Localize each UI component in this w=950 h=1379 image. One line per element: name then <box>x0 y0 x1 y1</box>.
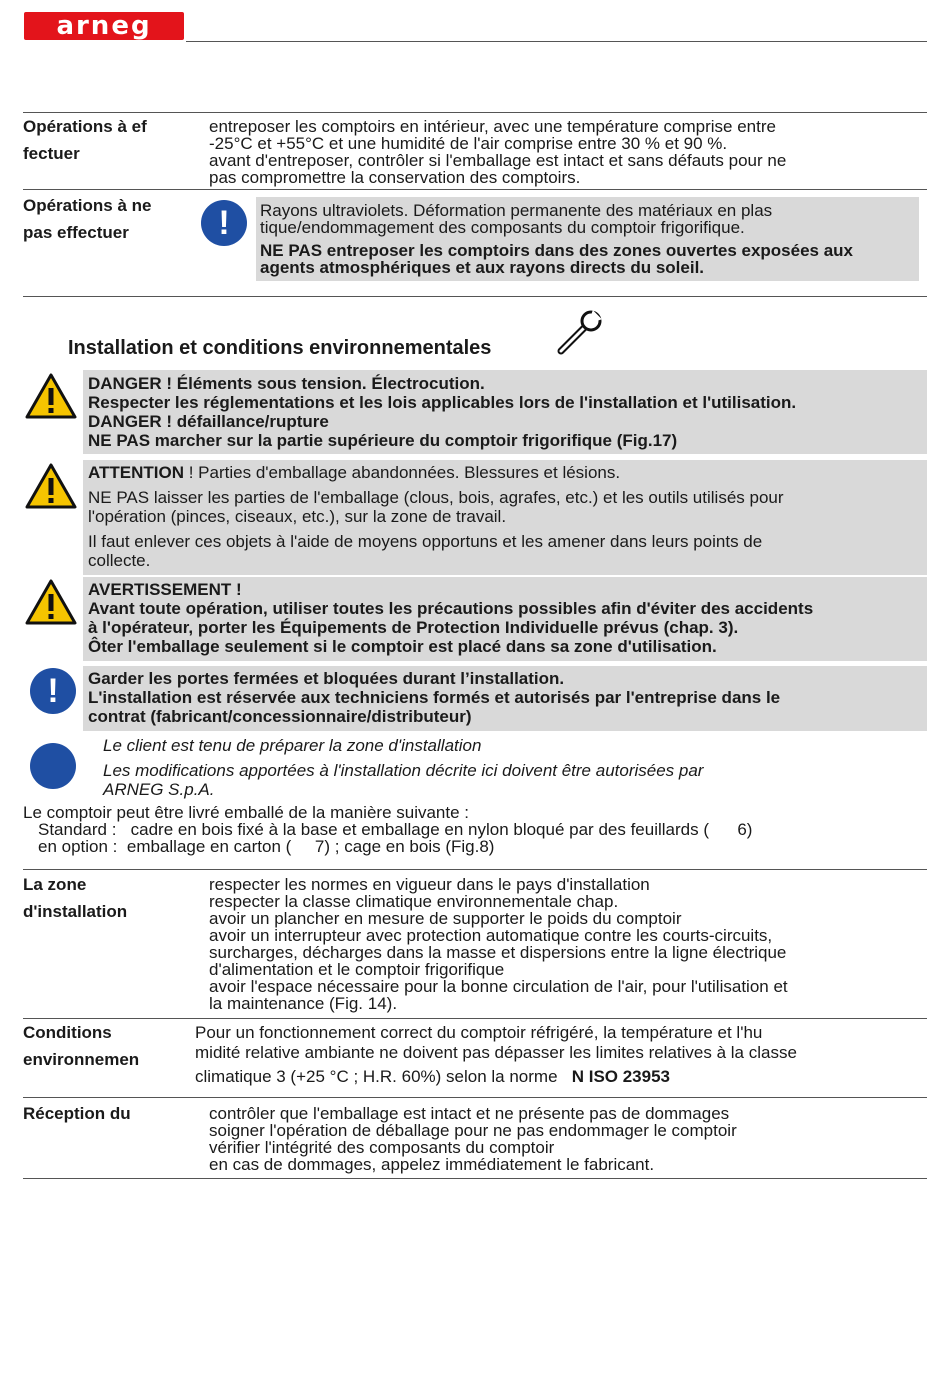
doors-box: Garder les portes fermées et bloquées durant l’installation. L'installation est réservée aux techniciens formés et autorisés par l'entreprise dans le contrat (fabricant/concessionnaire/distributeur) <box>83 666 927 731</box>
attention-box: ATTENTION ! Parties d'emballage abandonnées. Blessures et lésions. NE PAS laisser les parties de l'emballage (clous, bois, agrafes, etc.) et les outils utilisés pour l'opération (pinces, ciseaux, etc.), sur la zone de travail. Il faut enlever ces objets à l'aide de moyens opportuns et les amener dans leurs points de collecte. <box>83 460 927 575</box>
table-rule <box>23 1018 927 1019</box>
exclamation-icon: ! <box>30 668 76 714</box>
exclamation-icon: ! <box>201 200 247 246</box>
reception-label: Réception du <box>23 1104 131 1123</box>
ops-not-box: Rayons ultraviolets. Déformation permanente des matériaux en plas tique/endommagement des composants du comptoir frigorifique. NE PAS entreposer les comptoirs dans des zones ouvertes exposées aux agents atmosphériques et aux rayons directs du soleil. <box>256 197 919 281</box>
zone-text: respecter les normes en vigueur dans le pays d'installation respecter la classe climatique environnementale chap. avoir un plancher en mesure de supporter le poids du comptoir avoir un interrupteur avec protection automatique contre les courts-circuits, surcharges, décharges dans la masse et dispersions entre la ligne électrique d'alimentation et le comptoir frigorifique avoir l'espace nécessaire pour la bonne circulation de l'air, pour l'utilisation et la maintenance (Fig. 14). <box>209 875 788 1013</box>
arneg-logo: arneg <box>24 12 184 40</box>
table-rule <box>23 1178 927 1179</box>
info-icon <box>30 743 76 789</box>
table-rule <box>23 1097 927 1098</box>
danger-box: DANGER ! Éléments sous tension. Électrocution. Respecter les réglementations et les lois applicables lors de l'installation et l'utilisation. DANGER ! défaillance/rupture NE PAS marcher sur la partie supérieure du comptoir frigorifique (Fig.17) <box>83 370 927 454</box>
zone-label: La zone d'installation <box>23 875 128 921</box>
table-rule <box>23 112 927 113</box>
warning-triangle-icon <box>25 578 77 626</box>
table-rule <box>23 869 927 870</box>
delivery-block: Le comptoir peut être livré emballé de la manière suivante : <box>23 803 470 822</box>
reception-text: contrôler que l'emballage est intact et ne présente pas de dommages soigner l'opération de déballage pour ne pas endommager le comptoir vérifier l'intégrité des composants du comptoir en cas de dommages, appelez immédiatement le fabricant. <box>209 1104 737 1174</box>
section-title: Installation et conditions environnementales <box>68 337 492 359</box>
delivery-standard: Standard : cadre en bois fixé à la base et emballage en nylon bloqué par des feuillards ( 6) <box>38 820 753 839</box>
client-note: Le client est tenu de préparer la zone d'installation Les modifications apportées à l'installation décrite ici doivent être autorisées par ARNEG S.p.A. <box>103 736 704 799</box>
table-rule <box>23 189 927 190</box>
ops-not-label: Opérations à ne pas effectuer <box>23 196 152 242</box>
conditions-text: Pour un fonctionnement correct du comptoir réfrigéré, la température et l'hu midité relative ambiante ne doivent pas dépasser les limites relatives à la classe climatique 3 (+25 °C ; H.R. 60%) selon la norme N ISO 23953 <box>195 1023 797 1086</box>
warning-triangle-icon <box>25 462 77 510</box>
table-rule <box>23 296 927 297</box>
conditions-label: Conditions environnemen <box>23 1023 140 1069</box>
wrench-icon <box>555 307 605 357</box>
ops-todo-label: Opérations à ef fectuer <box>23 117 147 163</box>
ops-todo-text: entreposer les comptoirs en intérieur, avec une température comprise entre -25°C et +55°C et une humidité de l'air comprise entre 30 % et 90 %. avant d'entreposer, contrôler si l'emballage est intact et sans défauts pour ne pas compromettre la conservation des comptoirs. <box>209 117 787 187</box>
header-rule <box>186 41 927 42</box>
warning-triangle-icon <box>25 372 77 420</box>
delivery-option: en option : emballage en carton ( 7) ; cage en bois (Fig.8) <box>38 837 495 856</box>
avertissement-box: AVERTISSEMENT ! Avant toute opération, utiliser toutes les précautions possibles afin d'éviter des accidents à l'opérateur, porter les Équipements de Protection Individuelle prévus (chap. 3). Ôter l'emballage seulement si le comptoir est placé dans sa zone d'utilisation. <box>83 577 927 661</box>
